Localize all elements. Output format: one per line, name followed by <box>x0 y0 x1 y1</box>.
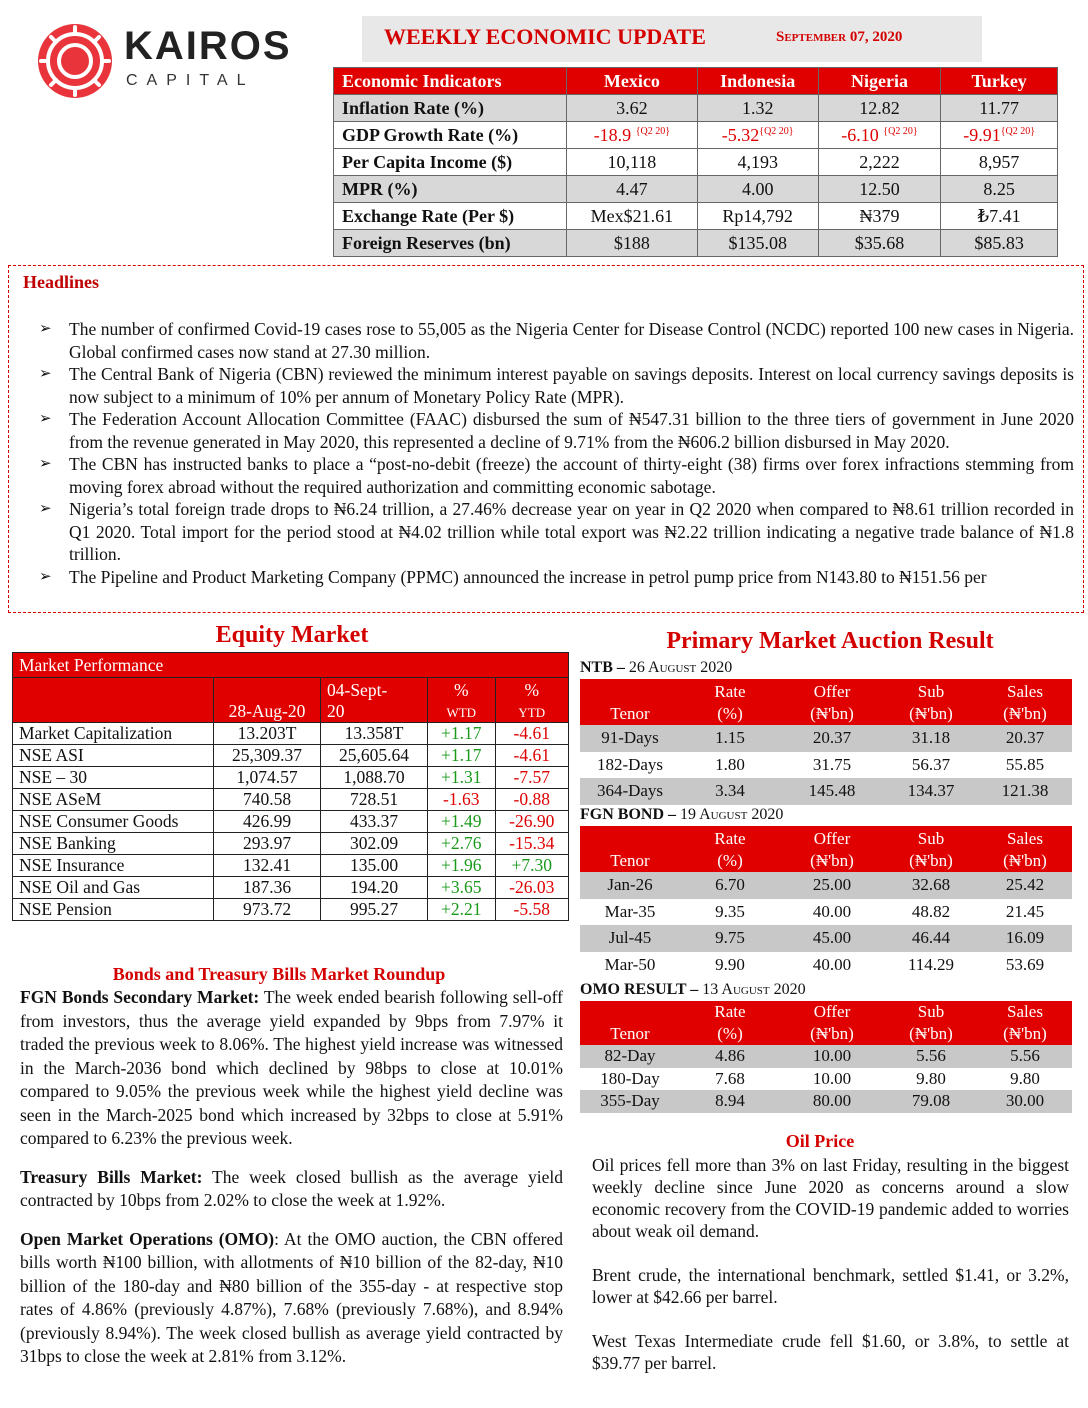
column-header-line: (₦'bn) <box>1003 1024 1047 1043</box>
column-header <box>780 826 884 872</box>
column-header: Mexico <box>567 68 698 95</box>
cell: -4.61 <box>495 723 568 745</box>
table-row <box>580 778 1072 805</box>
cell: 30.00 <box>978 1090 1072 1113</box>
arrow-bullet-icon: ➢ <box>39 501 52 517</box>
column-header-line: (%) <box>717 851 743 870</box>
column-header: Turkey <box>941 68 1058 95</box>
paragraph <box>20 1228 563 1369</box>
paragraph-text: : At the OMO auction, the CBN offered bills worth ₦100 billion, with allotments of ₦10 billion of the 82-day, ₦10 billion of the 180-day and ₦80 billion of the 355-day - at respective stop rates of 4.86% (previously 4.87%), 7.68% (previously 7.68%), and 8.94% (previously 8.94%). The week closed bullish as average yield contracted by 31bps to close the week at 2.81% from 3.12%. <box>20 1228 564 1366</box>
column-header-line: (₦'bn) <box>810 851 854 870</box>
cell: +2.76 <box>428 833 496 855</box>
table-row <box>13 767 569 789</box>
paragraph-text: The week ended bearish following sell-off from investors, thus the average yield expanded by 9bps from 7.97% it traded the previous week to 8.06%. The highest yield increase was witnessed in the March-2036 bond which declined by 98bps to close at 10.01% compared to 9.05% the previous week while the highest yield decline was seen in the March-2025 bond which increased by 32bps to close at 5.91% compared to 6.23% the previous week. <box>20 987 563 1148</box>
table-row <box>580 925 1072 952</box>
fgn-bond-date: 19 August 2020 <box>680 806 784 823</box>
table-header-row <box>580 826 1072 872</box>
cell: 1.80 <box>715 754 745 774</box>
kairos-logo <box>36 22 326 102</box>
index-name: NSE Consumer Goods <box>13 811 214 833</box>
column-header-line: YTD <box>518 705 546 720</box>
table-row <box>13 745 569 767</box>
cell: 45.00 <box>780 925 884 952</box>
table-row <box>334 122 1058 149</box>
index-name: NSE Oil and Gas <box>13 877 214 899</box>
oil-price-title: Oil Price <box>785 1131 855 1151</box>
cell: Jan-26 <box>580 872 680 899</box>
table-row <box>580 725 1072 752</box>
column-header-line: (₦'bn) <box>1003 851 1047 870</box>
column-header-line: (%) <box>717 704 743 723</box>
column-header <box>884 826 978 872</box>
cell: -15.34 <box>495 833 568 855</box>
ntb-label <box>580 659 732 677</box>
cell: 302.09 <box>321 833 428 855</box>
table-row <box>580 1090 1072 1113</box>
arrow-bullet-icon: ➢ <box>39 321 52 337</box>
cell: $188 <box>567 230 698 257</box>
paragraph: Oil prices fell more than 3% on last Friday, resulting in the biggest weekly decline since June 2020 as concerns around a slow economic recovery from the COVID-19 pandemic added to worries about weak oil demand. <box>592 1155 1069 1241</box>
cell: 91-Days <box>580 725 680 752</box>
row-label: Exchange Rate (Per $) <box>334 203 567 230</box>
column-header: Tenor <box>580 1001 680 1045</box>
arrow-bullet-icon: ➢ <box>39 411 52 427</box>
column-header-line: (%) <box>717 1024 743 1043</box>
cell: 121.38 <box>978 778 1072 805</box>
equity-market-table <box>12 652 569 921</box>
omo-result-date: 13 August 2020 <box>702 981 806 998</box>
cell: 31.18 <box>884 725 978 752</box>
cell: 10.00 <box>780 1045 884 1068</box>
cell: 1,074.57 <box>214 767 321 789</box>
column-header-line: Sub <box>917 682 945 701</box>
column-header <box>978 826 1072 872</box>
cell: 13.358T <box>321 723 428 745</box>
cell: 10,118 <box>567 149 698 176</box>
cell: 16.09 <box>978 925 1072 952</box>
headline-text: Nigeria’s total foreign trade drops to ₦6.24 trillion, a 27.46% decrease year on year in Q2 2020 when compared to ₦8.61 trillion recorded in Q1 2020. Total import for the period stood at ₦4.02 trillion while total export was ₦2.22 trillion indicating a negative trade balance of ₦1.8 trillion. <box>69 499 1074 564</box>
list-item <box>39 453 1074 498</box>
cell: -0.88 <box>495 789 568 811</box>
cell <box>697 122 818 149</box>
cell: 135.00 <box>321 855 428 877</box>
cell: -7.57 <box>495 767 568 789</box>
cell-note: {Q2 20} <box>759 125 794 137</box>
omo-result-label-name: OMO RESULT – <box>580 981 699 998</box>
cell: $35.68 <box>818 230 941 257</box>
cell: 180-Day <box>600 1068 660 1088</box>
cell: 9.75 <box>680 925 780 952</box>
cell: Jul-45 <box>580 925 680 952</box>
column-header-line: (₦'bn) <box>909 704 953 723</box>
table-row <box>580 1045 1072 1068</box>
table-header-row <box>13 653 569 678</box>
cell: 25,309.37 <box>214 745 321 767</box>
paragraph-lead: Treasury Bills Market: <box>20 1166 203 1187</box>
column-header-line: (₦'bn) <box>810 1024 854 1043</box>
table-row <box>13 855 569 877</box>
cell: 13.203T <box>214 723 321 745</box>
column-header-line: Sales <box>1007 1002 1043 1021</box>
column-header-line: (₦'bn) <box>909 851 953 870</box>
cell <box>818 122 941 149</box>
cell: +1.49 <box>428 811 496 833</box>
paragraph <box>20 986 563 1151</box>
column-header-line: Rate <box>714 829 746 848</box>
column-header: Tenor <box>580 826 680 872</box>
paragraph-lead: Open Market Operations (OMO) <box>20 1228 275 1249</box>
cell: 187.36 <box>214 877 321 899</box>
index-name: Market Capitalization <box>13 723 214 745</box>
column-header-line: Rate <box>714 1002 746 1021</box>
arrow-bullet-icon: ➢ <box>39 456 52 472</box>
cell: 132.41 <box>214 855 321 877</box>
cell: 12.82 <box>818 95 941 122</box>
index-name: NSE Pension <box>13 899 214 921</box>
ntb-auction-table <box>580 679 1072 805</box>
cell: 4.00 <box>697 176 818 203</box>
paragraph: West Texas Intermediate crude fell $1.60, or 3.8%, to settle at $39.77 per barrel. <box>592 1331 1069 1373</box>
cell: 82-Day <box>580 1045 680 1068</box>
cell: 182-Days <box>596 754 664 774</box>
table-row <box>13 789 569 811</box>
table-row <box>334 149 1058 176</box>
cell: +1.17 <box>428 723 496 745</box>
column-header-line: % <box>524 680 540 700</box>
paragraph-lead: FGN Bonds Secondary Market: <box>20 987 260 1007</box>
table-row <box>334 176 1058 203</box>
column-header: Nigeria <box>818 68 941 95</box>
column-header <box>884 1001 978 1045</box>
cell: 20.37 <box>780 725 884 752</box>
economic-indicators-table <box>333 67 1058 257</box>
oil-price-body <box>592 1154 1069 1396</box>
cell: +1.17 <box>428 745 496 767</box>
row-label: GDP Growth Rate (%) <box>334 122 567 149</box>
column-header <box>13 678 214 723</box>
cell: 433.37 <box>321 811 428 833</box>
column-header-line: Offer <box>813 829 851 848</box>
cell: 293.97 <box>214 833 321 855</box>
cell: 8.94 <box>680 1090 780 1113</box>
arrow-bullet-icon: ➢ <box>39 366 52 382</box>
column-header-line: WTD <box>446 705 477 720</box>
list-item <box>39 566 1074 589</box>
row-label: Per Capita Income ($) <box>334 149 567 176</box>
cell: -26.03 <box>495 877 568 899</box>
table-row <box>334 203 1058 230</box>
column-header: Tenor <box>580 679 680 725</box>
cell: -1.63 <box>428 789 496 811</box>
cell: 25,605.64 <box>321 745 428 767</box>
column-header: Indonesia <box>697 68 818 95</box>
row-label: Foreign Reserves (bn) <box>334 230 567 257</box>
cell-note: {Q2 20} <box>635 125 671 137</box>
table-row <box>580 899 1072 926</box>
table-row <box>580 952 1072 979</box>
column-header: 28-Aug-20 <box>214 678 321 723</box>
cell: Mex$21.61 <box>567 203 698 230</box>
fgn-bond-label-name: FGN BOND – <box>580 806 676 823</box>
cell: 9.80 <box>916 1068 946 1088</box>
list-item <box>39 408 1074 453</box>
headline-text: The CBN has instructed banks to place a “post-no-debit (freeze) the account of thirty-eight (38) firms over forex infractions stemming from moving forex abroad without the required authorization and committing economic sabotage. <box>69 454 1074 497</box>
report-title-bar <box>362 16 982 62</box>
table-row <box>580 752 1072 779</box>
column-header <box>680 1001 780 1045</box>
arrow-bullet-icon: ➢ <box>39 568 52 585</box>
brand-subtitle: CAPITAL <box>126 72 255 89</box>
primary-market-title: Primary Market Auction Result <box>666 628 994 654</box>
column-header-line: Offer <box>813 1002 851 1021</box>
cell: 40.00 <box>812 954 852 974</box>
column-header-line: 04-Sept- <box>327 680 388 700</box>
cell: 9.80 <box>1010 1068 1040 1088</box>
column-header-line: 20 <box>327 701 345 721</box>
column-header <box>321 678 428 723</box>
cell: 426.99 <box>214 811 321 833</box>
table-row <box>580 1068 1072 1091</box>
headline-text: The Pipeline and Product Marketing Company (PPMC) announced the increase in petrol pump price from N143.80 to ₦151.56 per <box>69 566 987 587</box>
column-header-line: Rate <box>714 682 746 701</box>
fgn-bond-label <box>580 806 783 824</box>
paragraph <box>20 1166 563 1213</box>
table-row <box>334 95 1058 122</box>
column-header <box>680 826 780 872</box>
cell: 48.82 <box>911 901 951 921</box>
headline-text: The number of confirmed Covid-19 cases rose to 55,005 as the Nigeria Center for Disease Control (NCDC) reported 100 new cases in Nigeria. Global confirmed cases now stand at 27.30 million. <box>69 319 1074 362</box>
cell: 32.68 <box>884 872 978 899</box>
cell: 79.08 <box>884 1090 978 1113</box>
cell: 11.77 <box>941 95 1058 122</box>
cell: +1.31 <box>428 767 496 789</box>
list-item <box>39 498 1074 566</box>
cell: $135.08 <box>697 230 818 257</box>
index-name: NSE – 30 <box>13 767 214 789</box>
table-header-row <box>580 1001 1072 1045</box>
column-header-line: (₦'bn) <box>1003 704 1047 723</box>
column-header <box>680 679 780 725</box>
cell-value: -18.9 <box>593 124 632 145</box>
table-header-row <box>334 68 1058 95</box>
column-header-line: Sub <box>917 1002 945 1021</box>
table-row <box>13 723 569 745</box>
table-row <box>334 230 1058 257</box>
column-header-line: Sales <box>1007 682 1043 701</box>
fgn-bond-auction-table <box>580 826 1072 978</box>
cell: 21.45 <box>1005 901 1045 921</box>
cell: 2,222 <box>818 149 941 176</box>
row-label: MPR (%) <box>334 176 567 203</box>
cell: 7.68 <box>715 1068 745 1088</box>
cell: 4,193 <box>697 149 818 176</box>
table-header-row <box>13 678 569 723</box>
column-header-line: % <box>453 680 469 700</box>
cell: 10.00 <box>812 1068 852 1088</box>
cell: +7.30 <box>495 855 568 877</box>
cell: 114.29 <box>907 954 955 974</box>
cell: 740.58 <box>214 789 321 811</box>
cell: 8,957 <box>941 149 1058 176</box>
cell: -4.61 <box>495 745 568 767</box>
table-row <box>580 872 1072 899</box>
table-row <box>13 899 569 921</box>
cell: 3.62 <box>567 95 698 122</box>
cell: 25.00 <box>780 872 884 899</box>
column-header <box>884 679 978 725</box>
index-name: NSE Insurance <box>13 855 214 877</box>
ntb-label-name: NTB – <box>580 659 625 676</box>
headlines-title: Headlines <box>23 272 100 292</box>
equity-market-title: Equity Market <box>215 622 369 648</box>
cell: 9.90 <box>715 954 745 974</box>
cell: 8.25 <box>941 176 1058 203</box>
column-header: Economic Indicators <box>334 68 567 95</box>
cell: 12.50 <box>818 176 941 203</box>
table-header-row <box>580 679 1072 725</box>
cell: 4.47 <box>567 176 698 203</box>
column-header-line: Sub <box>917 829 945 848</box>
headlines-list <box>39 318 1074 588</box>
cell: 25.42 <box>978 872 1072 899</box>
cell: 1.15 <box>680 725 780 752</box>
cell: 728.51 <box>321 789 428 811</box>
cell: 80.00 <box>780 1090 884 1113</box>
cell: 194.20 <box>321 877 428 899</box>
cell: 134.37 <box>884 778 978 805</box>
cell: 4.86 <box>680 1045 780 1068</box>
cell: +3.65 <box>428 877 496 899</box>
cell: ₺7.41 <box>941 203 1058 230</box>
cell: 5.56 <box>978 1045 1072 1068</box>
bonds-roundup-body <box>20 986 563 1384</box>
cell: Mar-35 <box>604 901 656 921</box>
cell-note: {Q2 20} <box>1000 125 1036 137</box>
cell: -26.90 <box>495 811 568 833</box>
cell: +1.96 <box>428 855 496 877</box>
cell: 1,088.70 <box>321 767 428 789</box>
column-header <box>780 679 884 725</box>
cell: 3.34 <box>680 778 780 805</box>
cell <box>567 122 698 149</box>
cell: 55.85 <box>1005 754 1045 774</box>
cell-note: {Q2 20} <box>883 125 918 137</box>
table-row <box>13 833 569 855</box>
column-header-line: (₦'bn) <box>810 704 854 723</box>
cell: Rp14,792 <box>697 203 818 230</box>
cell-value: -6.10 <box>841 124 879 145</box>
column-header-line: (₦'bn) <box>909 1024 953 1043</box>
cell: $85.83 <box>941 230 1058 257</box>
index-name: NSE ASI <box>13 745 214 767</box>
column-header <box>495 678 568 723</box>
cell: 1.32 <box>697 95 818 122</box>
cell: 355-Day <box>580 1090 680 1113</box>
report-title: WEEKLY ECONOMIC UPDATE <box>384 24 706 49</box>
cell: 995.27 <box>321 899 428 921</box>
paragraph-text: The week closed bullish as the average yield contracted by 10bps from 2.02% to close the week at 1.92%. <box>20 1166 563 1210</box>
ntb-date: 26 August 2020 <box>628 659 733 676</box>
market-performance-header: Market Performance <box>13 653 569 678</box>
cell: 5.56 <box>884 1045 978 1068</box>
cell: 31.75 <box>812 754 852 774</box>
cell: ₦379 <box>818 203 941 230</box>
column-header <box>428 678 496 723</box>
cell: 9.35 <box>715 901 745 921</box>
cell: -5.58 <box>495 899 568 921</box>
omo-result-label <box>580 981 806 999</box>
brand-name: KAIROS <box>124 24 292 68</box>
omo-auction-table <box>580 1001 1072 1113</box>
logo-emblem-icon <box>36 22 114 100</box>
cell: +2.21 <box>428 899 496 921</box>
cell: 973.72 <box>214 899 321 921</box>
table-row <box>13 877 569 899</box>
column-header <box>978 679 1072 725</box>
headline-text: The Federation Account Allocation Committee (FAAC) disbursed the sum of ₦547.31 billion to the three tiers of government in June 2020 from the revenue generated in May 2020, this represented a decline of 9.71% from the ₦606.2 billion disbursed in May 2020. <box>69 409 1074 452</box>
cell: 40.00 <box>812 901 852 921</box>
cell: 364-Days <box>580 778 680 805</box>
cell: 53.69 <box>1005 954 1045 974</box>
cell: Mar-50 <box>604 954 656 974</box>
report-date: September 07, 2020 <box>776 29 903 45</box>
cell-value: -5.32 <box>721 124 760 145</box>
cell: 46.44 <box>884 925 978 952</box>
index-name: NSE ASeM <box>13 789 214 811</box>
index-name: NSE Banking <box>13 833 214 855</box>
list-item <box>39 318 1074 363</box>
row-label: Inflation Rate (%) <box>334 95 567 122</box>
cell: 20.37 <box>978 725 1072 752</box>
cell <box>941 122 1058 149</box>
cell: 6.70 <box>680 872 780 899</box>
list-item <box>39 363 1074 408</box>
column-header <box>978 1001 1072 1045</box>
cell: 56.37 <box>911 754 951 774</box>
cell: 145.48 <box>780 778 884 805</box>
bonds-roundup-title: Bonds and Treasury Bills Market Roundup <box>112 964 446 984</box>
column-header-line: Offer <box>813 682 851 701</box>
column-header-line: Sales <box>1007 829 1043 848</box>
paragraph: Brent crude, the international benchmark, settled $1.41, or 3.2%, lower at $42.66 per barrel. <box>592 1265 1069 1307</box>
table-row <box>13 811 569 833</box>
cell-value: -9.91 <box>963 124 1001 145</box>
headline-text: The Central Bank of Nigeria (CBN) reviewed the minimum interest payable on savings deposits. Interest on local currency savings deposits is now subject to a minimum of 10% per annum of Monetary Policy Rate (MPR). <box>69 364 1074 407</box>
column-header <box>780 1001 884 1045</box>
headlines-box <box>8 265 1084 613</box>
